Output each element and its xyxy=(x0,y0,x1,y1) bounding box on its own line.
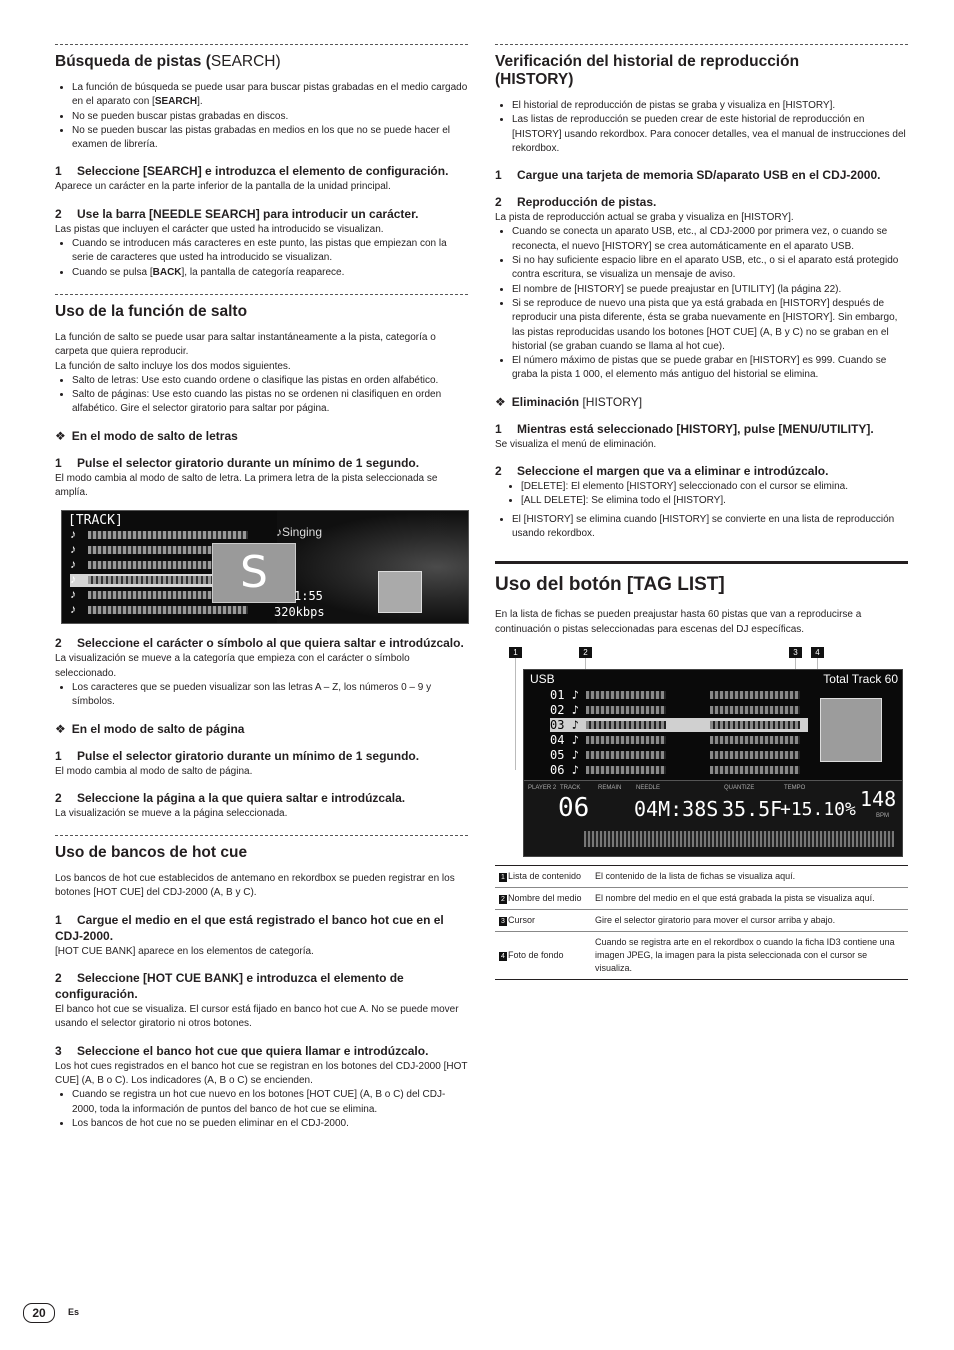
table-cell: El nombre del medio en el que está grabada la pista se visualiza aquí. xyxy=(591,887,908,909)
step-text: El banco hot cue se visualiza. El cursor está fijado en banco hot cue A. No se puede mover usando el selector giratorio ni otros botones. xyxy=(55,1004,459,1030)
quantize-label: QUANTIZE xyxy=(724,784,755,791)
dashed-rule xyxy=(55,294,468,295)
track-row-selected: ♪ xyxy=(70,574,250,587)
tempo-display: +15.10% xyxy=(780,798,856,820)
step-bullets xyxy=(495,225,908,382)
step-heading: 2 Seleccione el carácter o símbolo al que quiera saltar e introdúzcalo. xyxy=(55,636,464,651)
section-rule xyxy=(495,561,908,564)
list-item: • Cuando se registra un hot cue nuevo en los botones [HOT CUE] (A, B o C) del CDJ-2000, toda la información de puntos del banco de hot cue se elimina. xyxy=(72,1088,468,1117)
enlarged-letter: S xyxy=(212,543,296,603)
callout-4: 4 xyxy=(811,647,824,658)
list-item: • Cuando se pulsa [BACK], la pantalla de categoría reaparece. xyxy=(72,266,468,280)
callout-2: 2 xyxy=(579,647,592,658)
list-item: • Si no hay suficiente espacio libre en el aparato USB, etc., o si el aparato está protegido contra escritura, se visualiza un mensaje de aviso. xyxy=(512,254,908,283)
step-heading: 2 Seleccione [HOT CUE BANK] e introduzca el elemento de configuración. xyxy=(55,971,404,1002)
track-row: ♪ xyxy=(70,529,250,542)
bitrate: 320kbps xyxy=(274,605,325,620)
list-item: • Salto de letras: Use esto cuando ordene o clasifique las pistas en orden alfabético. xyxy=(72,374,468,388)
step-text: El modo cambia al modo de salto de letra. La primera letra de la pista seleccionada se amplía. xyxy=(55,472,438,499)
step-text: Los hot cues registrados en el banco hot cue se registran en los botones del CDJ-2000 [HOT CUE] (A, B o C). Los indicadores (A, B o C) se encienden. xyxy=(55,1060,468,1086)
cdj-display xyxy=(523,669,903,857)
needle-label: NEEDLE xyxy=(636,784,661,791)
list-item: • Cuando se introducen más caracteres en este punto, las pistas que empiezan con la serie de caracteres que usted ha introducido se visualizan. xyxy=(72,237,468,266)
step-text: Se visualiza el menú de eliminación. xyxy=(495,438,657,450)
table-cell: Gire el selector giratorio para mover el cursor arriba y abajo. xyxy=(591,909,908,931)
track-row: ♪ xyxy=(70,559,250,572)
list-item: • El número máximo de pistas que se puede grabar en [HISTORY] es 999. Cuando se graba la pista 1 000, el elemento más antiguo del historial se elimina. xyxy=(512,354,908,383)
list-item: • No se pueden buscar las pistas grabadas en medios en los que no se puede hacer el examen de librería. xyxy=(72,124,468,153)
list-item: • La función de búsqueda se puede usar para buscar pistas grabadas en el medio cargado en el aparato con [SEARCH]. xyxy=(72,81,468,110)
history-bullets-2 xyxy=(495,513,908,542)
step-text: Aparece un carácter en la parte inferior de la pantalla de la unidad principal. xyxy=(55,181,391,193)
table-cell: 3 Cursor xyxy=(495,909,591,931)
step-bullets xyxy=(55,237,468,280)
paragraph: La función de salto incluye los dos modos siguientes. xyxy=(55,360,291,372)
paragraph: Los bancos de hot cue establecidos de antemano en rekordbox se pueden registrar en los botones [HOT CUE] del CDJ-2000 (A, B y C). xyxy=(55,873,455,899)
step-text: La visualización se mueve a la categoría que empieza con el carácter o símbolo seleccionado. xyxy=(55,653,410,679)
category-header: [TRACK] xyxy=(68,513,123,529)
player-label: PLAYER 2 xyxy=(528,784,557,791)
bpm-label: BPM xyxy=(876,812,890,819)
section-title-hot-cue: Uso de bancos de hot cue xyxy=(55,844,248,862)
tag-list-legend-table xyxy=(495,865,908,980)
list-item: • Las listas de reproducción se pueden crear de este historial de reproducción en [HISTORY] usando rekordbox. Para conocer detalles, vea el manual de instrucciones del rekordbox. xyxy=(512,113,908,156)
page-number: 20 xyxy=(23,1303,55,1323)
step-text: La visualización se mueve a la página seleccionada. xyxy=(55,807,288,819)
language-code: Es xyxy=(68,1307,80,1317)
list-item: • Cuando se conecta un aparato USB, etc., al CDJ-2000 por primera vez, o cuando se reconecta, el nuevo [HISTORY] se crea automáticamente en el aparato USB. xyxy=(512,225,908,254)
left-column xyxy=(55,44,468,1135)
subheading-page-jump: ❖ En el modo de salto de página xyxy=(55,721,245,736)
step-heading: 1 Seleccione [SEARCH] e introduzca el elemento de configuración. xyxy=(55,164,449,179)
callout-1: 1 xyxy=(509,647,522,658)
dashed-rule xyxy=(495,44,908,45)
list-item: • El nombre de [HISTORY] se puede preajustar en [UTILITY] (la página 22). xyxy=(512,283,908,297)
step-bullets xyxy=(55,1088,468,1131)
tag-list-row: 06 ♪ xyxy=(550,763,808,777)
tag-list-row-selected: 03 ♪ xyxy=(550,718,808,732)
remain-label: REMAIN xyxy=(598,784,622,791)
list-item: • Si se reproduce de nuevo una pista que ya está grabada en [HISTORY] después de reproducir una pista diferente, ésta se graba nuevamente en [HISTORY]. Sin embargo, las pistas reproducidas usando los botones [HOT CUE] (A, B y C) no se graban en el historial (se graban cuando se llama al hot cue). xyxy=(512,297,908,354)
table-row xyxy=(495,887,908,909)
table-row xyxy=(495,931,908,979)
step-text: Las pistas que incluyen el carácter que usted ha introducido se visualizan. xyxy=(55,223,384,235)
track-time: 1:55 xyxy=(294,589,323,604)
track-label: TRACK xyxy=(560,784,581,791)
tag-list-row: 05 ♪ xyxy=(550,748,808,762)
dashed-rule xyxy=(55,835,468,836)
table-cell: 4 Foto de fondo xyxy=(495,931,591,979)
background-art xyxy=(820,698,882,762)
subheading-delete-history: ❖ Eliminación [HISTORY] xyxy=(495,394,643,409)
tag-list-row: 04 ♪ xyxy=(550,733,808,747)
step-text: [HOT CUE BANK] aparece en los elementos de categoría. xyxy=(55,945,314,957)
step-heading: 1 Cargue una tarjeta de memoria SD/aparato USB en el CDJ-2000. xyxy=(495,168,881,183)
tag-list-row: 02 ♪ xyxy=(550,703,808,717)
track-row: ♪ xyxy=(70,544,250,557)
track-row: ♪ xyxy=(70,589,250,602)
list-item: • Los caracteres que se pueden visualizar son las letras A – Z, los números 0 – 9 y símbolos. xyxy=(72,681,468,710)
paragraph: La función de salto se puede usar para saltar instantáneamente a la pista, categoría o carpeta que quiera reproducir. xyxy=(55,331,436,358)
table-cell: El contenido de la lista de fichas se visualiza aquí. xyxy=(595,870,796,881)
step-text: La pista de reproducción actual se graba y visualiza en [HISTORY]. xyxy=(495,212,794,224)
step-heading: 1 Pulse el selector giratorio durante un mínimo de 1 segundo. xyxy=(55,455,420,470)
step-text: El modo cambia al modo de salto de página. xyxy=(55,765,253,777)
time-display: 04M:38S xyxy=(634,796,719,821)
paragraph: En la lista de fichas se pueden preajustar hasta 60 pistas que van a reproducirse a continuación o pistas seleccionadas para escenas del DJ específicas. xyxy=(495,609,862,635)
step-heading: 1 Cargue el medio en el que está registrado el banco hot cue en el CDJ-2000. xyxy=(55,912,444,943)
total-track: Total Track 60 xyxy=(823,671,898,686)
step-heading: 1 Pulse el selector giratorio durante un mínimo de 1 segundo. xyxy=(55,748,420,763)
artwork-thumbnail xyxy=(378,571,422,613)
subheading-letter-jump: ❖ En el modo de salto de letras xyxy=(55,428,238,443)
letter-jump-screen xyxy=(61,510,469,624)
jump-bullets xyxy=(55,374,468,417)
table-row xyxy=(495,865,908,887)
dashed-rule xyxy=(55,44,468,45)
list-item: • [ALL DELETE]: Se elimina todo el [HISTORY]. xyxy=(521,494,908,508)
section-title-jump: Uso de la función de salto xyxy=(55,302,248,320)
table-cell: 1 Lista de contenido xyxy=(495,865,591,887)
callout-3: 3 xyxy=(789,647,802,658)
track-row: ♪ xyxy=(70,604,250,617)
section-title-search: Búsqueda de pistas (SEARCH) xyxy=(55,53,281,70)
bpm-display: 148 xyxy=(860,786,897,811)
tempo-label: TEMPO xyxy=(784,784,806,791)
search-bullets xyxy=(55,81,468,152)
waveform xyxy=(584,831,894,847)
step-heading: 1 Mientras está seleccionado [HISTORY], pulse [MENU/UTILITY]. xyxy=(495,421,874,436)
list-item: • Salto de páginas: Use esto cuando las pistas no se ordenen ni clasifiquen en orden alfabético. Gire el selector giratorio para saltar por página. xyxy=(72,388,468,417)
list-item: • Los bancos de hot cue no se pueden eliminar en el CDJ-2000. xyxy=(72,1117,468,1131)
list-item: • No se pueden buscar pistas grabadas en discos. xyxy=(72,110,468,124)
media-name: USB xyxy=(530,671,555,686)
step-bullets xyxy=(495,480,908,509)
section-title-history: Verificación del historial de reproducción (HISTORY) xyxy=(495,53,800,88)
track-number: 06 xyxy=(558,792,590,823)
status-panel xyxy=(524,780,902,857)
right-column xyxy=(495,44,908,980)
step-heading: 2 Reproducción de pistas. xyxy=(495,195,657,210)
step-heading: 3 Seleccione el banco hot cue que quiera llamar e introdúzcalo. xyxy=(55,1043,429,1058)
step-heading: 2 Use la barra [NEEDLE SEARCH] para introducir un carácter. xyxy=(55,206,419,221)
step-bullets xyxy=(55,681,468,710)
table-cell: Cuando se registra arte en el rekordbox o cuando la ficha ID3 contiene una imagen JPEG, la imagen para la pista seleccionada con el cursor se visualiza. xyxy=(591,931,908,979)
step-heading: 2 Seleccione el margen que va a eliminar e introdúzcalo. xyxy=(495,464,829,479)
table-row xyxy=(495,909,908,931)
table-cell: 2 Nombre del medio xyxy=(495,887,591,909)
history-bullets xyxy=(495,99,908,156)
list-item: • El historial de reproducción de pistas se graba y visualiza en [HISTORY]. xyxy=(512,99,908,113)
list-item: • El [HISTORY] se elimina cuando [HISTORY] se convierte en una lista de reproducción usando rekordbox. xyxy=(512,513,908,542)
tag-list-row: 01 ♪ xyxy=(550,688,808,702)
frame-display: 35.5F xyxy=(722,796,783,821)
callout-leader xyxy=(515,658,516,770)
list-item: • [DELETE]: El elemento [HISTORY] seleccionado con el cursor se elimina. xyxy=(521,480,908,494)
section-title-tag-list: Uso del botón [TAG LIST] xyxy=(495,574,725,596)
step-heading: 2 Seleccione la página a la que quiera saltar e introdúzcala. xyxy=(55,790,406,805)
tag-list-screen xyxy=(501,647,901,857)
track-title: ♪Singing xyxy=(276,525,323,540)
